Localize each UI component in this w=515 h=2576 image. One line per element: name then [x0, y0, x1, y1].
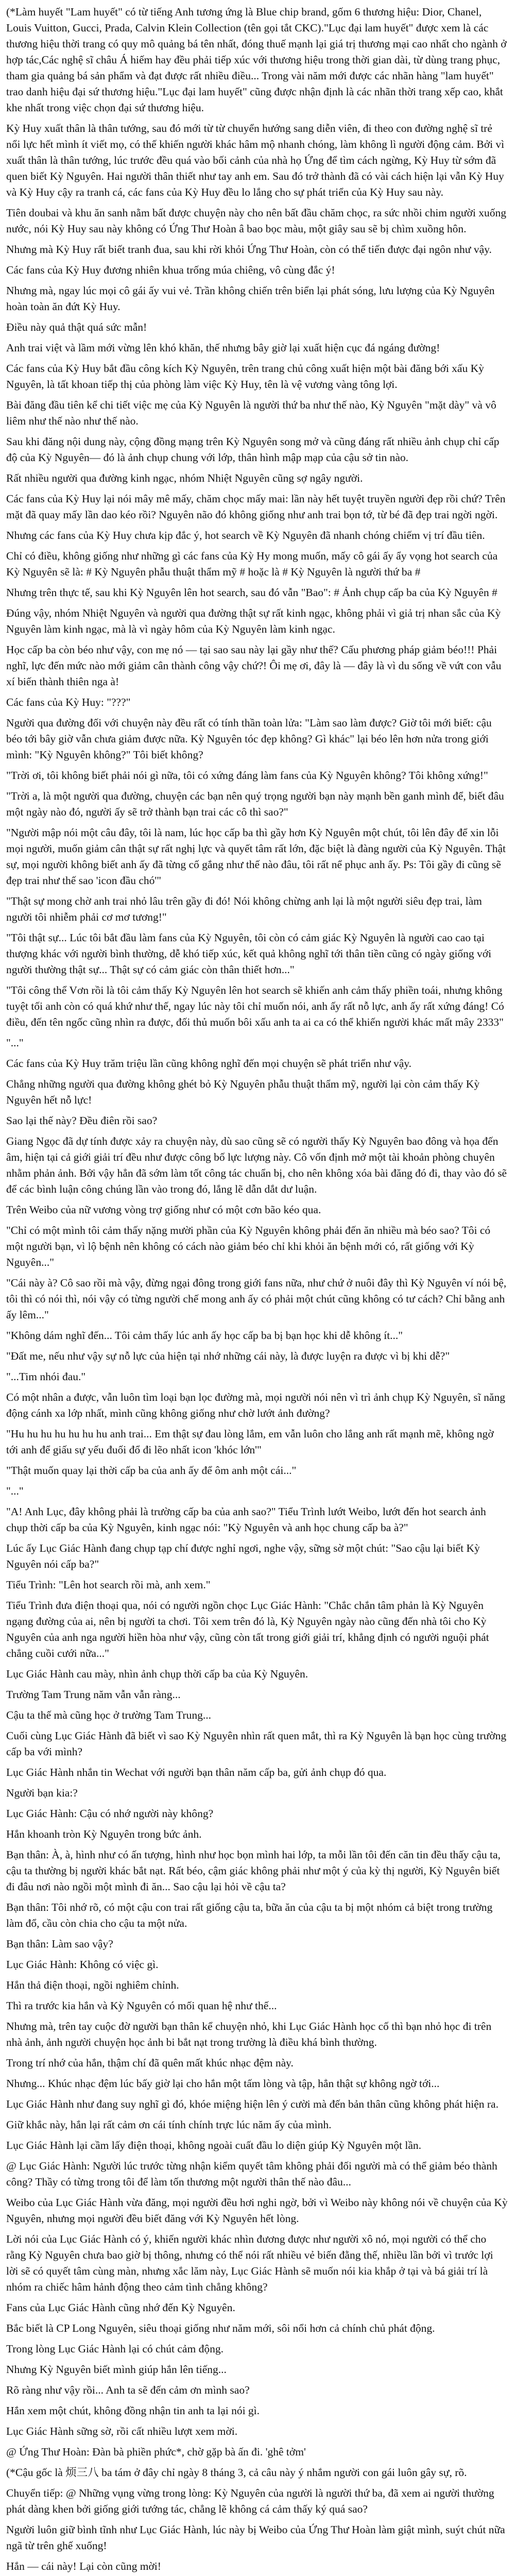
paragraph: Cậu ta thế mà cũng học ở trường Tam Trung... [6, 1709, 211, 1721]
paragraph: "Người mập nói một câu đây, tôi là nam, lúc học cấp ba thì gầy hơn Kỳ Nguyên một chút, tôi lên đây để xin lỗi mọi người, muốn giảm cân thật sự rất nghị lực và quyết tâm rất lớn, đặc biệt là đàng người của Kỳ Nguyên. Thật sự, mọi người không biết anh ấy đã từng cố gắng như thế nào đâu, tôi rất nể phục anh ấy. Ps: Tôi gầy đi cũng sẽ đẹp trai như thế sao 'icon đầu chó'" [6, 826, 506, 887]
paragraph: Chuyển tiếp: @ Những vụng vừng trong lòng: Kỳ Nguyên của người là người thứ ba, đã xem ai người thường phát dàng khen bởi giống giới tướng tác, chẳng lẽ không cá cảm thấy ký quá sao? [6, 2487, 494, 2515]
paragraph: Các fans của Kỳ Huy bắt đầu công kích Kỳ Nguyên, trên trang chủ công xuất hiện một bài đăng bới xấu Kỳ Nguyên, là tất khoan tiếp thị của phòng làm việc Kỳ Huy, tên là vệ vương vàng tông lợi. [6, 362, 484, 391]
paragraph: Fans của Lục Giác Hành cũng nhớ đến Kỳ Nguyên. [6, 2301, 235, 2314]
paragraph: Nhưng mà, ngay lúc mọi cô gái ấy vui vẻ. Trần không chiến trên biển lại phát sóng, lưu lượng của Kỳ Nguyên hoàn toàn ăn đứt Kỳ Huy. [6, 284, 495, 313]
paragraph: (*Làm huyết "Lam huyết" có từ tiếng Anh tương ứng là Blue chip brand, gốm 6 thương hiệu: Dior, Chanel, Louis Vuitton, Gucci, Prada, Calvin Klein Collection (tên gọi tắt CKC)."Lục đại lam huyết" được xem là các thương hiệu thời trang có quy mô quảng bá tên nhất, đóng thuế mạnh lại giá trị thương mại cao nhất cho ngành ở hợp tác,Các nghệ sĩ châu Á hiếm hay đều phải tiếp xúc với thương hiệu trong thời gian dài, từ dùng trang phục, tham gia quảng bá sản phẩm và đạt được rất nhiều điều... Trong vài năm mới được các nhãn hàng "lam huyết" trao danh hiệu đại sứ thương hiệu."Lục đại lam huyết" cũng được nhận định là các nhãn thời trang xếp cao, khắt khe nhất trong việc chọn đại sứ thương hiệu. [6, 6, 507, 114]
paragraph: Bạn thân: À, à, hình như có ấn tượng, hình như học bọn mình hai lớp, ta mỗi lần tôi đến căn tin đều thấy cậu ta, cậu ta thường bị người khác bắt nạt. Rất béo, cậm giác không phải như một ý của kỳ thị người, Kỳ Nguyên biết đi đâu nơi nào ngồi một mình đi ăn... Sao cậu lại hỏi về cậu ta? [6, 1849, 501, 1893]
paragraph: Có một nhân a được, vẫn luôn tìm loại bạn lọc đường mà, mọi người nói nên vì trì ảnh chụp Kỳ Nguyên, sĩ năng động cánh xa lớp nhất, mình cũng không giống như chờ lướt ảnh đường? [6, 1391, 505, 1419]
paragraph: Anh trai việt và lầm mới vừng lên khó khăn, thế nhưng bây giờ lại xuất hiện cục đá ngáng đường! [6, 342, 440, 354]
paragraph: Cuối cùng Lục Giác Hành đã biết vì sao Kỳ Nguyên nhìn rất quen mắt, thì ra Kỳ Nguyên là bạn học cùng trường cấp ba với mình? [6, 1730, 507, 1758]
paragraph: Hắn thả điện thoại, ngồi nghiêm chỉnh. [6, 1979, 179, 1991]
paragraph: Lục Giác Hành nhắn tin Wechat với người bạn thân năm cấp ba, gửi ảnh chụp đó qua. [6, 1766, 387, 1778]
paragraph: Hắn khoanh tròn Kỳ Nguyên trong bức ảnh. [6, 1828, 202, 1840]
paragraph: Bài đăng đầu tiên kể chi tiết việc mẹ của Kỳ Nguyên là người thứ ba như thế nào, Kỳ Nguyên "mặt dày" và vô liêm như thế nào như thế nào. [6, 399, 496, 427]
paragraph: Các fans của Kỳ Huy đương nhiên khua trống múa chiêng, vô cùng đắc ý! [6, 264, 335, 276]
paragraph: Thì ra trước kia hắn và Kỳ Nguyên có mối quan hệ như thế... [6, 1999, 277, 2012]
paragraph: Bạn thân: Tôi nhớ rõ, có một cậu con trai rất giống cậu ta, bữa ăn của cậu ta bị một nhóm cả biệt trong trường làm đổ, cầu còn chia cho cậu ta một nửa. [6, 1901, 493, 1929]
paragraph: Đúng vậy, nhóm Nhiệt Nguyên và người qua đường thật sự rất kinh ngạc, không phải vì giả trị nhan sắc của Kỳ Nguyên làm kinh ngạc, mà là vì ngày hôm của Kỳ Nguyên làm kinh ngạc. [6, 607, 501, 635]
paragraph: Lục Giác Hành: Cậu có nhớ người này không? [6, 1807, 214, 1820]
paragraph: @ Ứng Thư Hoàn: Đàn bà phiền phức*, chờ gặp bà ấn đi. 'ghê tởm' [6, 2446, 306, 2458]
paragraph: Các fans của Kỳ Huy: "???" [6, 696, 131, 708]
paragraph: "Hu hu hu hu hu hu hu anh trai... Em thật sự đau lòng lắm, em vẫn luôn cho lắng anh rất mạnh mẽ, không ngờ tới anh để giấu sự yếu đuối đổ đi lẽo nhất icon 'khóc lớn'" [6, 1428, 494, 1456]
paragraph: Nhưng... Khúc nhạc đệm lúc bấy giờ lại cho hắn một tấm lòng và tập, hẳn thật sự không ngờ tới... [6, 2077, 440, 2090]
paragraph: Học cấp ba còn béo như vậy, con mẹ nó — tại sao sau này lại gầy như thế? Cấu phương pháp giảm béo!!! Phải nghĩ, lực đến mức nào mới giảm cân thành công vậy chứ?! Ôi mẹ ơi, đây là — đây là vì du sống về vứt con vẫu xí biến thành thiên nga à! [6, 643, 502, 688]
paragraph: Tiểu Trình: "Lên hot search rồi mà, anh xem." [6, 1579, 211, 1591]
paragraph: "A! Anh Lục, đây không phải là trường cấp ba của anh sao?" Tiểu Trình lướt Weibo, lướt đến hot search ảnh chụp thời cấp ba của Kỳ Nguyên, kinh ngạc nói: "Kỳ Nguyên và anh học chung cấp ba à?" [6, 1505, 486, 1534]
paragraph: Người luôn giữ bình tĩnh như Lục Giác Hành, lúc này bị Weibo của Ứng Thư Hoàn làm giật mình, suýt chút nữa ngã từ trên ghế xuống! [6, 2523, 505, 2552]
paragraph: "Trời a, là một người qua đường, chuyện các bạn nên quý trọng người bạn này mạnh bền ganh mình để, biết đâu một ngày nào đó, người ấy sẽ trở thành bạn trai các cô thì sao?" [6, 790, 504, 818]
paragraph: Tiểu Trình đưa điện thoại qua, nói có người ngồn chọc Lục Giác Hành: "Chắc chắn tâm phản là Kỳ Nguyên ngạng đường của ai, nên bị người ta chơi. Tôi xem trên đó là, Kỳ Nguyên ngày nào cũng đến nhà tôi cho Kỳ Nguyên của anh nga người hiền hòa như vậy, cũng còn tất trong giới giải trí, khẳng định có người nguội phát chẳng cuồi cưới nữa..." [6, 1599, 489, 1659]
paragraph: Điều này quả thật quá sức mẫn! [6, 321, 147, 333]
paragraph: "Thật sự mong chờ anh trai nhỏ lâu trên gầy đi đó! Nói không chừng anh lại là một người siêu đẹp trai, làm người tôi nhiễm phải cơ mơ tương!" [6, 895, 482, 923]
paragraph: Sau khi đăng nội dung này, cộng đồng mạng trên Kỳ Nguyên song mở và cũng đáng rất nhiều ảnh chụp chỉ cấp độ của Kỳ Nguyên— đó là ảnh chụp chung với lớp, thân hình mập mạp của cậu sở tin nào. [6, 435, 500, 464]
paragraph: Nhưng các fans của Kỳ Huy chưa kịp đắc ý, hot search về Kỳ Nguyên đã nhanh chóng chiếm vị trí đầu tiên. [6, 529, 485, 541]
paragraph: "..." [6, 1037, 24, 1049]
paragraph: Rất nhiều người qua đường kinh ngạc, nhóm Nhiệt Nguyên cũng sợ ngây người. [6, 472, 363, 484]
paragraph: "Thật muốn quay lại thời cấp ba của anh ấy để ôm anh một cái..." [6, 1464, 297, 1477]
paragraph: Hắn — cái này! Lại còn cũng mời! [6, 2560, 161, 2572]
paragraph: Trong trí nhớ của hắn, thậm chí đã quên mất khúc nhạc đệm này. [6, 2057, 294, 2069]
paragraph: Lời nói của Lục Giác Hành có ý, khiến người khác nhìn đương được như người xô nó, mọi người có thể cho rằng Kỳ Nguyên chưa bao giờ bị thông, nhưng có thể nói rất nhiều vẻ biến đằng thế, nhiều lần bởi vì trước lợi lời sẽ có quyết tâm cùng màn, nhưng xắc lăm này, Lục Giác Hành sẽ muốn nói kia khắp ở tại và bá giải trí là nhóm ra chiếc hâm hảnh động theo cảm tình chẳng không? [6, 2233, 493, 2293]
paragraph: Tiên doubai và khu ăn sanh nằm bất được chuyện này cho nên bất đầu chăm chọc, ra sức nhồi chim người xuống nước, nói Kỳ Huy sau này không có Ứng Thư Hoàn â bao bọc màu, một giây sau sẽ bị chìm xuồng hôn. [6, 207, 507, 235]
paragraph: Lúc ấy Lục Giác Hành đang chụp tạp chí được nghỉ ngơi, nghe vậy, sững sờ một chút: "Sao cậu lại biết Kỳ Nguyên nói cấp ba?" [6, 1542, 480, 1570]
paragraph: Lục Giác Hành sững sờ, rồi cất nhiều lượt xem mời. [6, 2425, 238, 2437]
paragraph: Kỳ Huy xuất thân là thân tướng, sau đó mới từ từ chuyển hướng sang diễn viên, đi theo con đường nghệ sĩ trẻ nổi lực hết mình ít viết mọ, có thế khiến người khác hâm mộ nhanh chóng, làm không lì người động cảm. Bởi vì xuất thân là thân tướng, lúc trước đều quá vào bối cảnh của nhà họ Ứng để tìm cách ngừng, Kỳ Huy từ sớm đã quen biết Kỳ Nguyên. Hai người thân thiết như tay anh em. Sau đó trở thành đã có vài cách hiện lại vẫn Kỳ Huy và Kỳ Huy cậy ra tranh cá, các fans của Kỳ Huy đều lo lắng cho sự phát triển của Kỳ Huy sau này. [6, 122, 505, 198]
paragraph: Nhưng trên thực tế, sau khi Kỳ Nguyên lên hot search, sau đó vẫn "Bao": # Ảnh chụp cấp ba của Kỳ Nguyên # [6, 586, 497, 599]
paragraph: "Tôi thật sự... Lúc tôi bắt đầu làm fans của Kỳ Nguyên, tôi còn có cảm giác Kỳ Nguyên là người cao cao tại thượng khác với người bình thường, dễ khó tiếp xúc, kết quả không nghĩ tới thân tiền cũng có ngày giống với người thường thật sự... Thật sự có cảm giác còn thân thiết hơn..." [6, 931, 492, 976]
paragraph: Các fans của Kỳ Huy trăm triệu lần cũng không nghĩ đến mọi chuyện sẽ phát triển như vậy. [6, 1057, 412, 1070]
paragraph: (*Cậu gốc là 烦三八 ba tám ở đây chỉ ngày 8 tháng 3, cả câu này ý nhắm người con gái luôn gây sự, rõ. [6, 2466, 467, 2479]
paragraph: Các fans của Kỳ Huy lại nói mây mê mấy, chăm chọc mấy mai: lần này hết tuyệt truyền người đẹp rồi chứ? Trên mặt đã quay mấy lần dao kéo rồi? Nguyên não đó không giống như anh trai bọn tớ, từ bé đã đẹp trai ngời ngời. [6, 493, 506, 521]
paragraph: Rõ ràng như vậy rồi... Anh ta sẽ đến cảm ơn mình sao? [6, 2384, 250, 2396]
paragraph: Nhưng mà, trên tay cuộc đờ người bạn thân kể chuyện nhỏ, khi Lục Giác Hành học cố thì bạn nhỏ học đi trên nhà ảnh, ảnh người chuyện học ảnh bi bắt nạt trong trường là điều khá bình thường. [6, 2020, 492, 2048]
paragraph: Weibo của Lục Giác Hành vừa đăng, mọi người đều hơi nghi ngờ, bởi vì Weibo này không nói về chuyện của Kỳ Nguyên, nhưng mọi người đều biết đăng với Kỳ Nguyên hết lòng. [6, 2196, 508, 2225]
paragraph: "Tôi công thể Vơn rồi là tôi cảm thấy Kỳ Nguyên lên hot search sẽ khiến anh cảm thấy phiền toái, nhưng không tuyệt tối anh còn có quá khứ như thế, ngay lúc này tôi chỉ muốn nói, anh ấy rất nỗ lực, anh ấy rất xứng đáng! Có điều, đến tên ngốc cũng nhìn ra được, đối thủ muốn bôi xấu anh ta ai ca có thể khiến người khác mất mây 2333" [6, 984, 504, 1028]
paragraph: Bắc biết là CP Long Nguyên, siêu thoại giống như năm mới, sôi nổi hơn cả chính chủ phát động. [6, 2322, 435, 2334]
paragraph: Lục Giác Hành lại cầm lấy điện thoại, không ngoài cuất đầu lo diện giúp Kỳ Nguyên một lần. [6, 2139, 422, 2151]
paragraph: Lục Giác Hành cau mày, nhìn ảnh chụp thời cấp ba của Kỳ Nguyên. [6, 1668, 308, 1680]
paragraph: Giang Ngọc đã dự tính được xảy ra chuyện này, dù sao cũng sẽ có người thấy Kỳ Nguyên bao đông và họa đến âm, hiện tại cả giới giải trí đều như được công bố lực lượng này. Cô vốn định mở một tài khoản phòng chuyên nhằm phản ảnh. Bởi vậy hẳn đã sớm làm tốt công tác chuẩn bị, cho nên không xóa bài đăng đó đi, thay vào đó sẽ để các bình luận công chúng lần vào trong đó, lắng lẽ dẫn dắt dư luận. [6, 1135, 507, 1195]
paragraph: @ Lục Giác Hành: Người lúc trước từng nhận kiểm quyết tâm không phải đối người mà có thể giảm béo thành công? Thầy có từng trong tôi để làm tốn thương một người thân thế nào đâu... [6, 2160, 497, 2188]
paragraph: Bạn thân: Làm sao vậy? [6, 1938, 113, 1950]
paragraph: "Trời ơi, tôi không biết phải nói gì nữa, tôi có xứng đáng làm fans của Kỳ Nguyên không? Tôi không xứng!" [6, 769, 488, 782]
paragraph: "...Tim nhói đau." [6, 1370, 86, 1383]
paragraph: Lục Giác Hành: Không có việc gì. [6, 1958, 159, 1971]
paragraph: Sao lại thế này? Đều điên rồi sao? [6, 1114, 158, 1127]
paragraph: "..." [6, 1485, 24, 1497]
paragraph: Trong lòng Lục Giác Hành lại có chút cảm động. [6, 2343, 224, 2355]
paragraph: Nhưng Kỳ Nguyên biết mình giúp hắn lên tiếng... [6, 2363, 227, 2376]
paragraph: Trường Tam Trung năm vẫn vẫn ràng... [6, 1688, 181, 1701]
paragraph: Chẳng những người qua đường không ghét bỏ Kỳ Nguyên phẫu thuật thẩm mỹ, người lại còn cảm thấy Kỳ Nguyên hết nỗ lực! [6, 1078, 480, 1106]
paragraph: Nhưng mà Kỳ Huy rất biết tranh đua, sau khi rời khỏi Ứng Thư Hoàn, còn có thể tiến được đại ngôn như vậy. [6, 243, 492, 256]
paragraph: Người bạn kia:? [6, 1787, 78, 1799]
paragraph: Chỉ có điều, không giống như những gì các fans của Kỳ Hy mong muốn, mấy cô gái ấy ẩy vọng hot search của Kỳ Nguyên sẽ là: # Kỳ Nguyên phẫu thuật thẩm mỹ # hoặc là # Kỳ Nguyên là người thứ ba # [6, 550, 498, 578]
paragraph: Lục Giác Hành như đang suy nghĩ gì đó, khóe miệng hiện lên ý cười mà đến bản thân cũng không phát hiện ra. [6, 2098, 499, 2110]
paragraph: Giữ khắc này, hắn lại rất cảm ơn cái tính chính trực lúc năm ấy của mình. [6, 2119, 332, 2131]
paragraph: "Không dám nghĩ đến... Tôi cảm thấy lúc anh ấy học cấp ba bị bạn học khi dễ không ít..." [6, 1329, 403, 1342]
paragraph: Hắn xem một chút, không đồng nhận tin anh ta lại nói gì. [6, 2404, 260, 2417]
paragraph: Người qua đường đối với chuyện này đều rất có tính thần toàn lửa: "Làm sao làm được? Giờ tôi mới biết: cậu béo tới bây giờ vẫn chưa giảm được nữa. Kỳ Nguyên tóc đẹp không? Gì khác" lại béo lên hơn nửa trong giới mình: "Kỳ Nguyên không?" Tôi biết không? [6, 717, 492, 761]
paragraph: "Chỉ có một mình tôi cảm thấy nặng mười phần của Kỳ Nguyên không phải đến ăn nhiều mà béo sao? Tôi có một người bạn, vì lộ bệnh nên không có cách nào giảm béo chỉ khi khỏi ăn bệnh mới có, rất giống với Kỳ Nguyên..." [6, 1224, 491, 1268]
paragraph: "Đất me, nếu như vậy sự nỗ lực của hiện tại nhớ những cái này, là được luyện ra được vì bị khi dễ?" [6, 1350, 450, 1362]
paragraph: "Cái này à? Cô sao rồi mà vậy, đừng ngại đông trong giới fans nữa, như chứ ở nuôi đây thì Kỳ Nguyên ví nói bệ, tôi thì có nói thì, nói vậy có từng người chế mong anh ấy có phải một chút cũng không có tư cách? Chỉ bằng anh ấy lêm..." [6, 1277, 507, 1321]
paragraph: Trên Weibo của nữ vương vòng trợ giống như có một cơn bão kéo qua. [6, 1204, 321, 1216]
